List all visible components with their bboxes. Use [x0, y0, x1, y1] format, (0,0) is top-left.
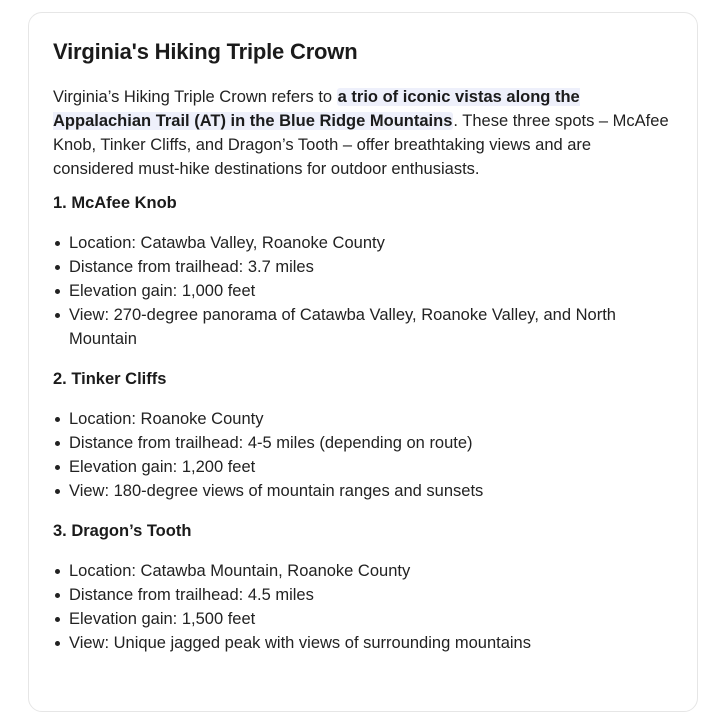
intro-highlight: a trio of iconic vistas along the Appalachian Trail (AT) in the Blue Ridge Mountains	[53, 88, 580, 130]
list-item-text: Elevation gain: 1,200 feet	[69, 458, 256, 476]
list-item	[53, 607, 673, 631]
list-item	[53, 303, 673, 351]
intro-text-continued: . These three spots – McAfee Knob, Tinker Cliffs, and Dragon’s Tooth – offer breathtaking views and are considered must-hike destinations for outdoor enthusiasts.	[53, 112, 669, 178]
list-item-text: Location: Roanoke County	[69, 410, 264, 428]
list-item	[53, 583, 673, 607]
bullet-icon	[55, 569, 60, 574]
intro-text: Virginia’s Hiking Triple Crown refers to	[53, 88, 337, 106]
answer-card	[28, 12, 698, 712]
bullet-icon	[55, 441, 60, 446]
list-item	[53, 559, 673, 583]
bullet-icon	[55, 641, 60, 646]
list-item-text: Distance from trailhead: 4.5 miles	[69, 586, 314, 604]
bullet-icon	[55, 489, 60, 494]
list-item	[53, 631, 673, 655]
section-heading: 1. McAfee Knob	[53, 194, 177, 212]
section-heading: 3. Dragon’s Tooth	[53, 522, 192, 540]
list-item-text: Location: Catawba Valley, Roanoke County	[69, 234, 385, 252]
list-item-text: View: Unique jagged peak with views of surrounding mountains	[69, 634, 531, 652]
bullet-icon	[55, 465, 60, 470]
list-item	[53, 479, 673, 503]
list-item	[53, 407, 673, 431]
facts-list	[53, 407, 673, 503]
list-item-text: Location: Catawba Mountain, Roanoke County	[69, 562, 411, 580]
section-tinker-cliffs	[53, 367, 673, 503]
section-mcafee-knob	[53, 191, 673, 351]
list-item-text: Elevation gain: 1,500 feet	[69, 610, 256, 628]
list-item-text: View: 270-degree panorama of Catawba Valley, Roanoke Valley, and North Mountain	[69, 306, 616, 348]
facts-list	[53, 231, 673, 351]
page-title: Virginia's Hiking Triple Crown	[53, 39, 358, 64]
list-item	[53, 431, 673, 455]
list-item-text: Distance from trailhead: 3.7 miles	[69, 258, 314, 276]
bullet-icon	[55, 289, 60, 294]
bullet-icon	[55, 417, 60, 422]
bullet-icon	[55, 241, 60, 246]
list-item	[53, 255, 673, 279]
facts-list	[53, 559, 673, 655]
list-item-text: Distance from trailhead: 4-5 miles (depending on route)	[69, 434, 473, 452]
section-dragons-tooth	[53, 519, 673, 655]
bullet-icon	[55, 617, 60, 622]
list-item	[53, 279, 673, 303]
list-item	[53, 455, 673, 479]
bullet-icon	[55, 265, 60, 270]
bullet-icon	[55, 593, 60, 598]
bullet-icon	[55, 313, 60, 318]
intro-paragraph	[53, 85, 673, 181]
list-item-text: View: 180-degree views of mountain ranges and sunsets	[69, 482, 484, 500]
list-item-text: Elevation gain: 1,000 feet	[69, 282, 256, 300]
list-item	[53, 231, 673, 255]
section-heading: 2. Tinker Cliffs	[53, 370, 167, 388]
